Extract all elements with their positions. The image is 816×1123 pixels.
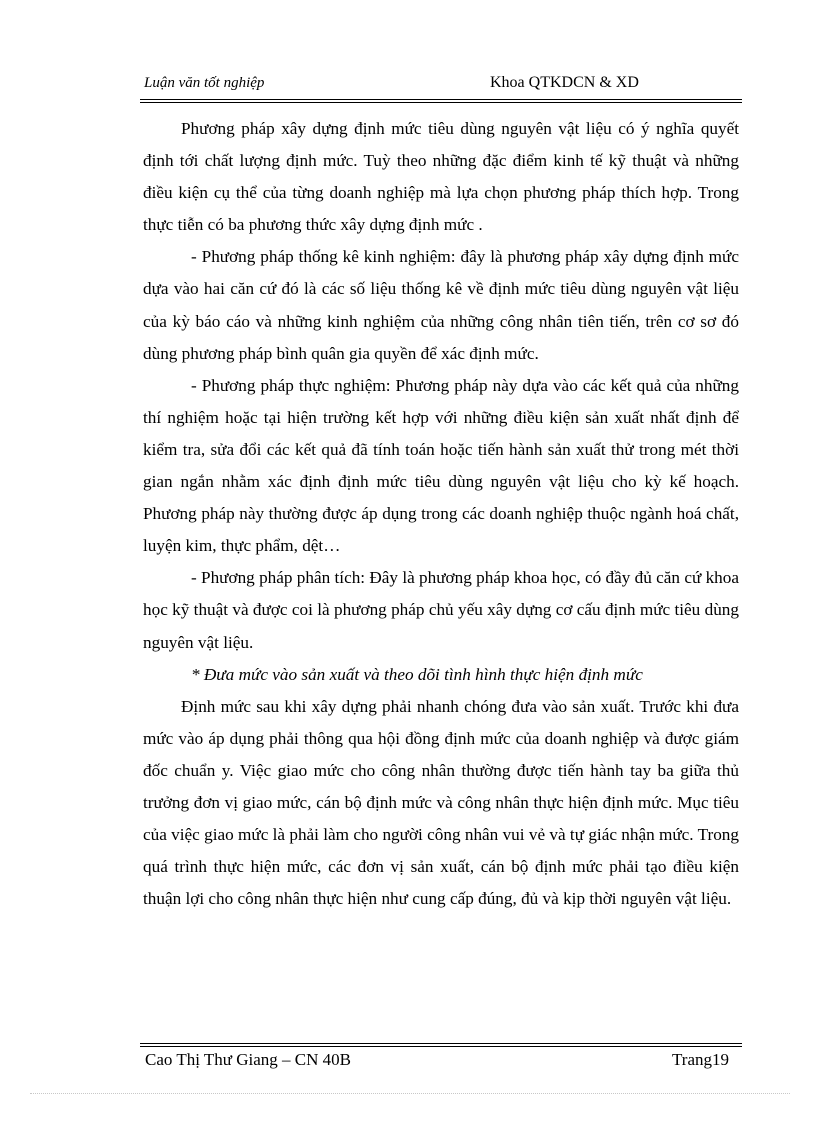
header-double-rule (140, 99, 742, 103)
header-thesis-label: Luận văn tốt nghiệp (144, 75, 265, 91)
paragraph-experimental-method: - Phương pháp thực nghiệm: Phương pháp này dựa vào các kết quả của những thí nghiệm hoặc tại hiện trường kết hợp với những điều kiện sản xuất nhất định để kiểm tra, sửa đổi các kết quả đã tính toán hoặc tiến hành sản xuất thử trong mét thời gian ngắn nhằm xác định định mức tiêu dùng nguyên vật liệu cho kỳ kế hoạch. Phương pháp này thường được áp dụng trong các doanh nghiệp thuộc ngành hoá chất, luyện kim, thực phẩm, dệt… (143, 375, 739, 556)
page-body (143, 113, 739, 915)
footer-page-number: Trang19 (672, 1050, 729, 1069)
paragraph-statistical-method: - Phương pháp thống kê kinh nghiệm: đây là phương pháp xây dựng định mức dựa vào hai căn cứ đó là các số liệu thống kê về định mức tiêu dùng nguyên vật liệu của kỳ báo cáo và những kinh nghiệm của những công nhân tiên tiến, trên cơ sơ đó dùng phương pháp bình quân gia quyền để xác định mức. (143, 247, 739, 363)
paragraph-analytical-method: - Phương pháp phân tích: Đây là phương pháp khoa học, có đầy đủ căn cứ khoa học kỹ thuật và được coi là phương pháp chủ yếu xây dựng cơ cấu định mức tiêu dùng nguyên vật liệu. (143, 568, 739, 652)
footer-author: Cao Thị Thư Giang – CN 40B (145, 1050, 351, 1069)
page-footer (143, 1050, 739, 1080)
footer-double-rule (140, 1043, 742, 1047)
page-bottom-dotted-line (30, 1093, 790, 1094)
header-faculty-label: Khoa QTKDCN & XD (490, 74, 639, 91)
paragraph-intro: Phương pháp xây dựng định mức tiêu dùng nguyên vật liệu có ý nghĩa quyết định tới chất lượng định mức. Tuỳ theo những đặc điểm kinh tế kỹ thuật và những điều kiện cụ thể của từng doanh nghiệp mà lựa chọn phương pháp thích hợp. Trong thực tiễn có ba phương thức xây dựng định mức . (143, 119, 739, 235)
paragraph-norm-implementation: Định mức sau khi xây dựng phải nhanh chóng đưa vào sản xuất. Trước khi đưa mức vào áp dụng phải thông qua hội đồng định mức của doanh nghiệp và được giám đốc chuẩn y. Việc giao mức cho công nhân thường được tiến hành tay ba giữa thủ trưởng đơn vị giao mức, cán bộ định mức và công nhân thực hiện định mức. Mục tiêu của việc giao mức là phải làm cho người công nhân vui vẻ và tự giác nhận mức. Trong quá trình thực hiện mức, các đơn vị sản xuất, cán bộ định mức phải tạo điều kiện thuận lợi cho công nhân thực hiện như cung cấp đúng, đủ và kịp thời nguyên vật liệu. (143, 696, 739, 909)
section-subheading: * Đưa mức vào sản xuất và theo dõi tình hình thực hiện định mức (191, 664, 643, 684)
page-header (140, 70, 742, 100)
